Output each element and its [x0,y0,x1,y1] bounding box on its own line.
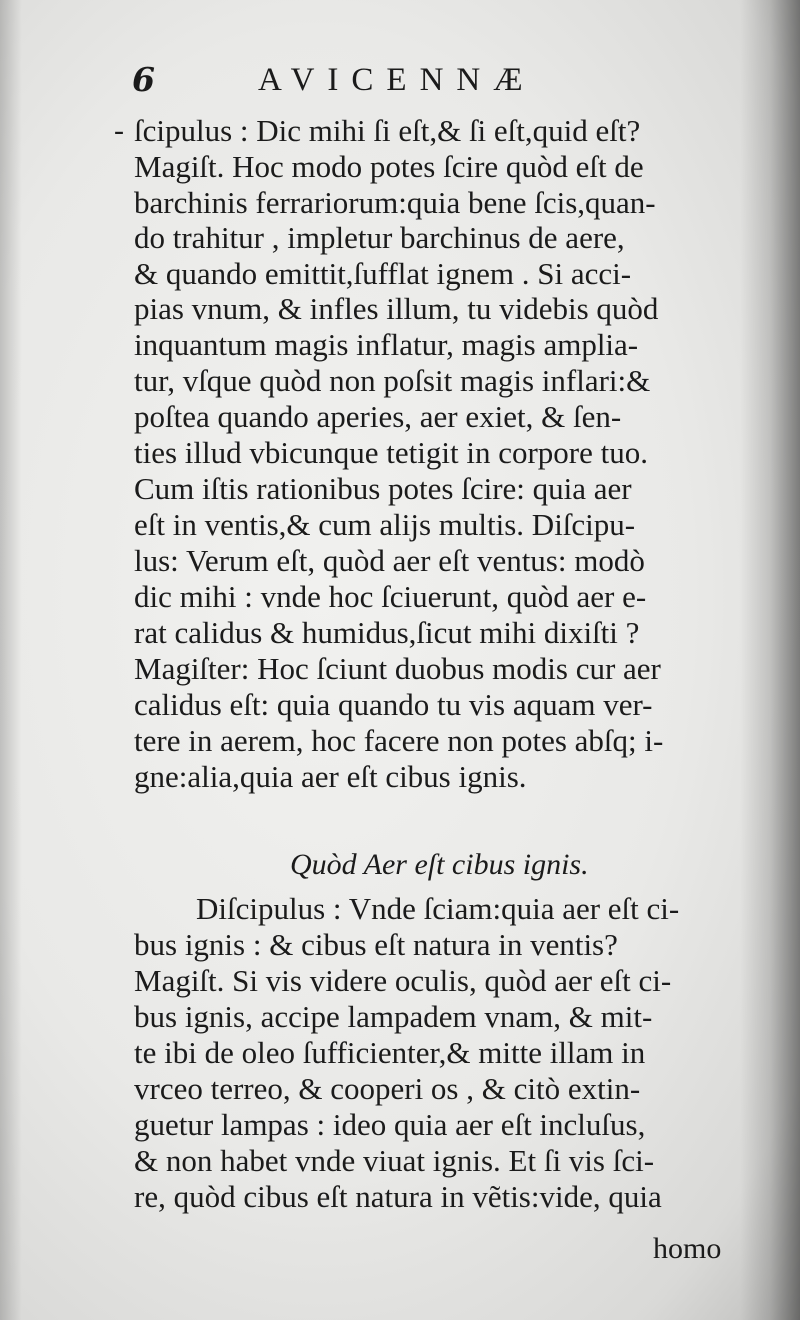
text-line: Magiſt. Hoc modo potes ſcire quòd eſt de [134,149,644,184]
text-line: tere in aerem, hoc facere non potes abſq; i- [134,723,664,758]
text-line: te ibi de oleo ſufficienter,& mitte illam in [134,1035,646,1070]
text-line: re, quòd cibus eſt natura in vẽtis:vide, quia [134,1179,662,1214]
catchword: homo [653,1232,722,1265]
text-line: ſcipulus : Dic mihi ſi eſt,& ſi eſt,quid eſt? [134,113,641,148]
text-line: & non habet vnde viuat ignis. Et ſi vis ſci- [134,1143,655,1178]
text-line: vrceo terreo, & cooperi os , & citò extin- [134,1071,641,1106]
text-line: guetur lampas : ideo quia aer eſt incluſus, [134,1107,646,1142]
text-line: lus: Verum eſt, quòd aer eſt ventus: modò [134,543,645,578]
text-line: poſtea quando aperies, aer exiet, & ſen- [134,399,622,434]
text-line: do trahitur , impletur barchinus de aere, [134,220,625,255]
text-line: gne:alia,quia aer eſt cibus ignis. [134,759,527,794]
running-head-title: AVICENNÆ [258,62,536,98]
text-line: bus ignis, accipe lampadem vnam, & mit- [134,999,653,1034]
text-line: Magiſt. Si vis videre oculis, quòd aer eſt ci- [134,963,672,998]
text-line: ties illud vbicunque tetigit in corpore tuo. [134,435,648,470]
text-line: pias vnum, & infles illum, tu videbis quòd [134,291,659,326]
text-line: barchinis ferrariorum:quia bene ſcis,quan- [134,185,656,220]
text-line: bus ignis : & cibus eſt natura in ventis? [134,927,618,962]
text-line: eſt in ventis,& cum alijs multis. Diſcipu- [134,507,636,542]
text-line: & quando emittit,ſufflat ignem . Si acci- [134,256,632,291]
section-heading: Quòd Aer eſt cibus ignis. [290,848,589,881]
text-line: Diſcipulus : Vnde ſciam:quia aer eſt ci- [196,891,680,926]
text-line: calidus eſt: quia quando tu vis aquam ver- [134,687,653,722]
text-line: Cum iſtis rationibus potes ſcire: quia aer [134,471,632,506]
text-line: rat calidus & humidus,ſicut mihi dixiſti ? [134,615,640,650]
text-line: dic mihi : vnde hoc ſciuerunt, quòd aer e- [134,579,647,614]
continuation-hyphen: - [114,114,124,147]
text-line: Magiſter: Hoc ſciunt duobus modis cur aer [134,651,661,686]
text-line: tur, vſque quòd non poſsit magis inflari:& [134,363,651,398]
running-head [132,60,692,100]
text-line: inquantum magis inflatur, magis amplia- [134,327,639,362]
page-number: 6 [132,60,155,99]
